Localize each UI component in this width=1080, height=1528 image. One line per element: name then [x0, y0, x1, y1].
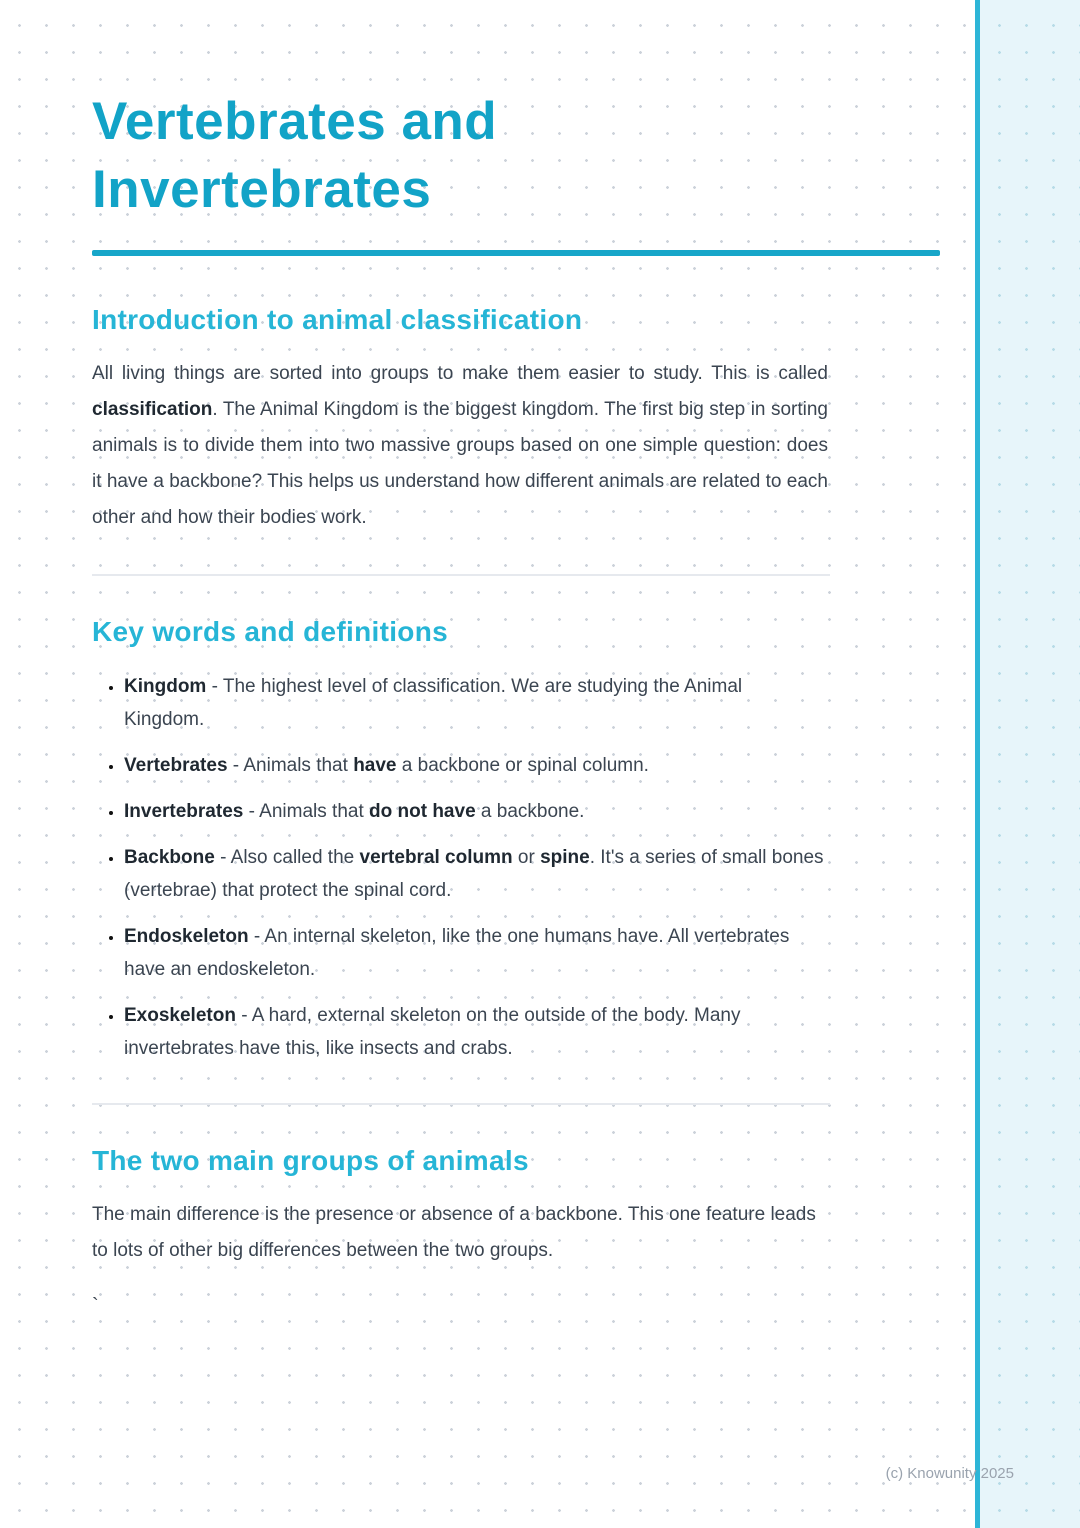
section-divider	[92, 574, 830, 576]
side-accent-strip	[980, 0, 1080, 1528]
keyword-item-endoskeleton: • Endoskeleton - An internal skeleton, like the one humans have. All vertebrates have an endoskeleton.	[124, 920, 824, 986]
copyright-footer: (c) Knowunity 2025	[885, 1465, 1014, 1482]
section-heading-groups: The two main groups of animals	[92, 1144, 529, 1176]
page-title: Vertebrates and Invertebrates	[92, 92, 498, 219]
page-content	[92, 0, 940, 1318]
section-heading-keywords: Key words and definitions	[92, 615, 448, 647]
keyword-list	[92, 670, 824, 1065]
title-underline	[92, 250, 940, 256]
stray-backtick: `	[92, 1294, 99, 1317]
section-heading-introduction: Introduction to animal classification	[92, 303, 583, 335]
keyword-item-kingdom: • Kingdom - The highest level of classification. We are studying the Animal Kingdom.	[124, 670, 824, 736]
side-accent-line	[975, 0, 980, 1528]
keyword-item-exoskeleton: • Exoskeleton - A hard, external skeleton on the outside of the body. Many invertebrates have this, like insects and crabs.	[124, 999, 824, 1065]
keyword-item-vertebrates: • Vertebrates - Animals that have a backbone or spinal column.	[124, 749, 824, 782]
groups-paragraph: The main difference is the presence or absence of a backbone. This one feature leads to lots of other big differences between the two groups.	[92, 1203, 816, 1261]
introduction-paragraph: All living things are sorted into groups to make them easier to study. This is called classification. The Animal Kingdom is the biggest kingdom. The first big step in sorting animals is to divide them into two massive groups based on one simple question: does it have a backbone? This helps us understand how different animals are related to each other and how their bodies work.	[92, 362, 828, 528]
section-divider	[92, 1103, 830, 1105]
keyword-item-invertebrates: • Invertebrates - Animals that do not have a backbone.	[124, 795, 824, 828]
keyword-item-backbone: • Backbone - Also called the vertebral column or spine. It's a series of small bones (vertebrae) that protect the spinal cord.	[124, 841, 824, 907]
